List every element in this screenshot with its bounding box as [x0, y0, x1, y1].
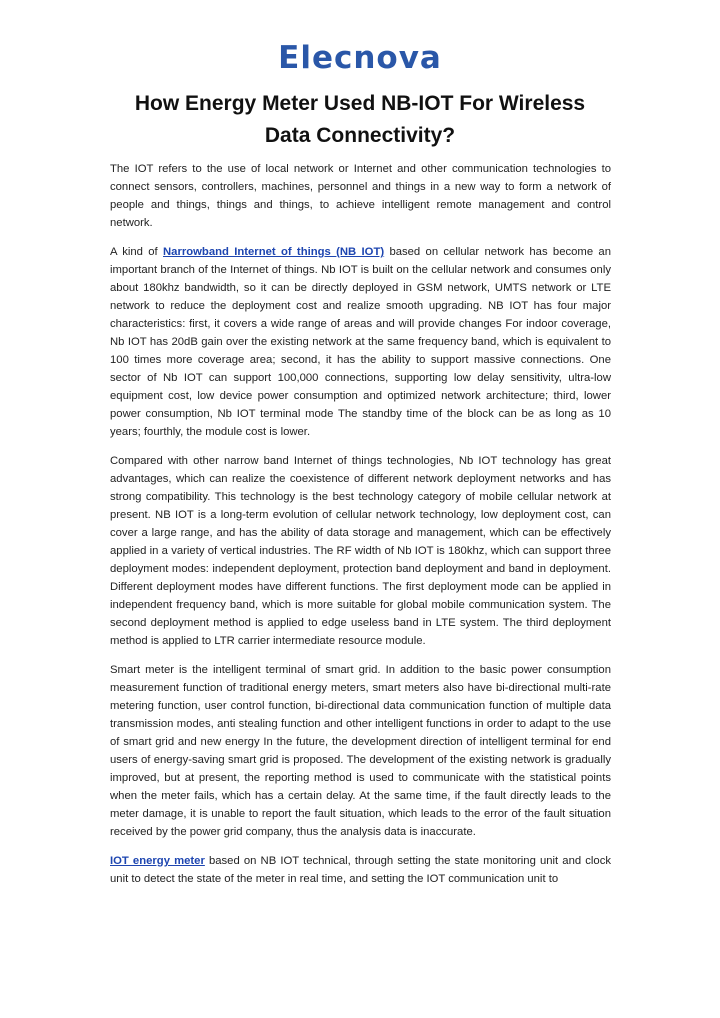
article-body [110, 160, 611, 899]
paragraph-4: Smart meter is the intelligent terminal of smart grid. In addition to the basic power consumption measurement function of traditional energy meters, smart meters also have bi-directional multi-rate metering function, user control function, bi-directional data communication function of multiple data transmission modes, anti stealing function and other intelligent functions in order to adapt to the use of smart grid and new energy In the future, the development direction of intelligent terminal for end users of energy-saving smart grid is proposed. The development of the existing network is gradually improved, but at present, the reporting method is used to communicate with the statistical points when the meter fails, which has a certain delay. At the same time, if the fault directly leads to the meter damage, it is unable to report the fault situation, which leads to the error of the fault situation received by the power grid company, thus the analysis data is inaccurate. [110, 664, 611, 838]
paragraph-2-rest: based on cellular network has become an important branch of the Internet of things. Nb IOT is built on the cellular network and consumes only about 180khz bandwidth, so it can be directly deployed in GSM network, UMTS network or LTE network to reduce the deployment cost and realize smooth upgrading. NB IOT has four major characteristics: first, it covers a wide range of areas and will provide changes For indoor coverage, Nb IOT has 20dB gain over the existing network at the same frequency band, which is equivalent to 100 times more coverage area; second, it has the ability to support massive connections. One sector of Nb IOT can support 100,000 connections, supporting low delay sensitivity, ultra-low equipment cost, low device power consumption and optimized network architecture; third, lower power consumption, Nb IOT terminal mode The standby time of the block can be as long as 10 years; fourthly, the module cost is lower. [110, 246, 611, 438]
paragraph-3: Compared with other narrow band Internet of things technologies, Nb IOT technology has great advantages, which can realize the coexistence of different network deployment networks and has strong compatibility. This technology is the best technology category of mobile cellular network at present. NB IOT is a long-term evolution of cellular network technology, low deployment cost, can cover a large range, and has the ability of data storage and management, which can be effectively applied in a variety of vertical industries. The RF width of Nb IOT is 180khz, which can support three deployment modes: independent deployment, protection band deployment and band in deployment. Different deployment modes have different functions. The first deployment mode can be applied in independent frequency band, which is more suitable for global mobile communication system. The second deployment method is applied to edge useless band in LTE system. The third deployment method is applied to LTR carrier intermediate resource module. [110, 455, 611, 647]
paragraph-2-lead: A kind of [110, 246, 163, 258]
article-title: How Energy Meter Used NB-IOT For Wireless Data Connectivity? [134, 92, 586, 147]
nb-iot-link[interactable]: Narrowband Internet of things (NB IOT) [163, 246, 385, 258]
paragraph-1: The IOT refers to the use of local network or Internet and other communication technologies to connect sensors, controllers, machines, personnel and things in a new way to form a network of people and things, things and things, to achieve intelligent remote management and control network. [110, 163, 611, 229]
iot-energy-meter-link[interactable]: IOT energy meter [110, 855, 205, 867]
paragraph-2 [110, 243, 611, 441]
paragraph-5-rest: based on NB IOT technical, through setting the state monitoring unit and clock unit to detect the state of the meter in real time, and setting the IOT communication unit to [110, 855, 611, 885]
paragraph-5 [110, 852, 611, 888]
elecnova-logo: Elecnova [278, 40, 442, 76]
